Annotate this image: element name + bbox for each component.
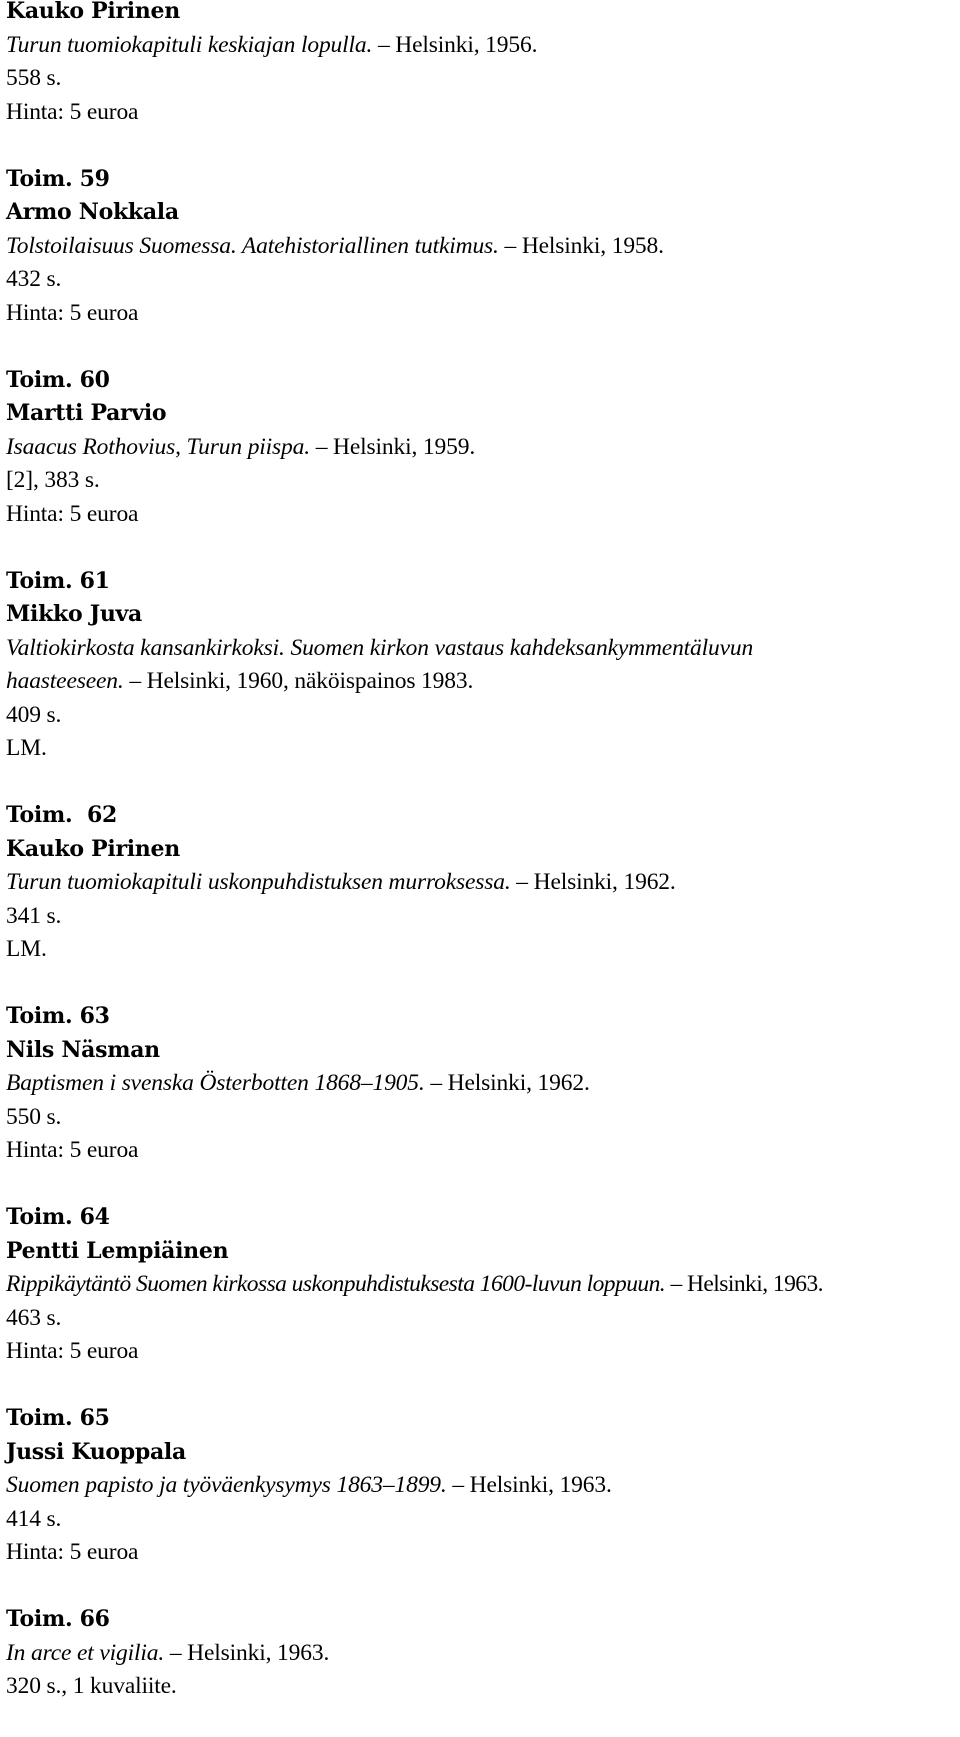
series-number: Toim. 65 xyxy=(6,1405,110,1431)
price-info: Hinta: 5 euroa xyxy=(6,500,139,527)
series-number: Toim. 62 xyxy=(6,802,118,828)
series-number: Toim. 63 xyxy=(6,1003,110,1029)
publication-info: – Helsinki, 1956. xyxy=(372,31,538,58)
page-count: 463 s. xyxy=(6,1304,62,1331)
book-title: Tolstoilaisuus Suomessa. Aatehistoriallinen tutkimus. xyxy=(6,232,499,259)
author-name: Martti Parvio xyxy=(6,400,167,426)
publication-info: – Helsinki, 1963. xyxy=(164,1639,330,1666)
page-count: 341 s. xyxy=(6,902,62,929)
publication-info: – Helsinki, 1960, näköispainos 1983. xyxy=(123,668,474,694)
series-number: Toim. 66 xyxy=(6,1606,110,1632)
author-name: Nils Näsman xyxy=(6,1036,160,1063)
catalogue-entry xyxy=(6,1603,958,1704)
title-line-continued xyxy=(6,665,958,699)
catalogue-entry xyxy=(6,364,958,532)
publication-info: – Helsinki, 1962. xyxy=(424,1070,590,1096)
title-line xyxy=(6,1469,958,1503)
book-title: Turun tuomiokapituli uskonpuhdistuksen murroksessa. xyxy=(6,869,511,895)
publication-info: – Helsinki, 1958. xyxy=(498,232,664,259)
series-number: Toim. 59 xyxy=(6,165,110,192)
book-title: Suomen papisto ja työväenkysymys 1863–1899. xyxy=(6,1472,447,1498)
title-line xyxy=(6,431,958,465)
series-number: Toim. 64 xyxy=(6,1204,110,1230)
title-line xyxy=(6,29,958,63)
title-line xyxy=(6,866,958,900)
page-count: 409 s. xyxy=(6,701,62,728)
book-title: Baptismen i svenska Österbotten 1868–1905. xyxy=(6,1070,425,1096)
book-title: Rippikäytäntö Suomen kirkossa uskonpuhdistuksesta 1600-luvun loppuun. xyxy=(6,1271,666,1297)
price-info: Hinta: 5 euroa xyxy=(6,1539,139,1565)
publication-info: – Helsinki, 1962. xyxy=(510,869,676,895)
catalogue-entry xyxy=(6,1201,958,1369)
publication-info: – Helsinki, 1963. xyxy=(446,1472,612,1498)
page-count: 432 s. xyxy=(6,266,62,292)
book-title: Valtiokirkosta kansankirkoksi. Suomen kirkon vastaus kahdeksankymmentäluvun xyxy=(6,634,754,661)
catalogue-entry xyxy=(6,799,958,967)
publication-info: – Helsinki, 1959. xyxy=(309,433,476,460)
page-count: 320 s., 1 kuvaliite. xyxy=(6,1673,177,1699)
page-count: 558 s. xyxy=(6,65,62,91)
title-line xyxy=(6,1268,958,1302)
page-count: 414 s. xyxy=(6,1505,62,1532)
author-name: Kauko Pirinen xyxy=(6,835,180,862)
book-title: Isaacus Rothovius, Turun piispa. xyxy=(6,433,310,460)
price-info: Hinta: 5 euroa xyxy=(6,299,139,326)
title-line xyxy=(6,230,958,264)
author-name: Pentti Lempiäinen xyxy=(6,1237,229,1264)
page-count: [2], 383 s. xyxy=(6,467,100,493)
book-title: In arce et vigilia. xyxy=(6,1639,165,1666)
catalogue-entry xyxy=(6,1402,958,1570)
price-info: LM. xyxy=(6,936,47,962)
publication-info: – Helsinki, 1963. xyxy=(665,1271,823,1297)
book-title: Turun tuomiokapituli keskiajan lopulla. xyxy=(6,31,373,58)
price-info: LM. xyxy=(6,735,47,761)
author-name: Kauko Pirinen xyxy=(6,0,180,24)
catalogue-entry xyxy=(6,163,958,331)
author-name: Jussi Kuoppala xyxy=(6,1438,186,1465)
price-info: Hinta: 5 euroa xyxy=(6,98,139,125)
catalogue-entry xyxy=(6,565,958,766)
catalogue-entry xyxy=(6,1000,958,1168)
page-count: 550 s. xyxy=(6,1103,62,1130)
title-line xyxy=(6,1067,958,1101)
catalogue-page xyxy=(6,0,958,1737)
price-info: Hinta: 5 euroa xyxy=(6,1338,139,1364)
author-name: Mikko Juva xyxy=(6,601,142,627)
title-line xyxy=(6,632,958,666)
price-info: Hinta: 5 euroa xyxy=(6,1137,139,1163)
series-number: Toim. 61 xyxy=(6,567,110,594)
catalogue-entry xyxy=(6,0,958,129)
title-line xyxy=(6,1637,958,1671)
series-number: Toim. 60 xyxy=(6,366,110,393)
book-title-continued: haasteeseen. xyxy=(6,668,124,694)
author-name: Armo Nokkala xyxy=(6,199,179,225)
